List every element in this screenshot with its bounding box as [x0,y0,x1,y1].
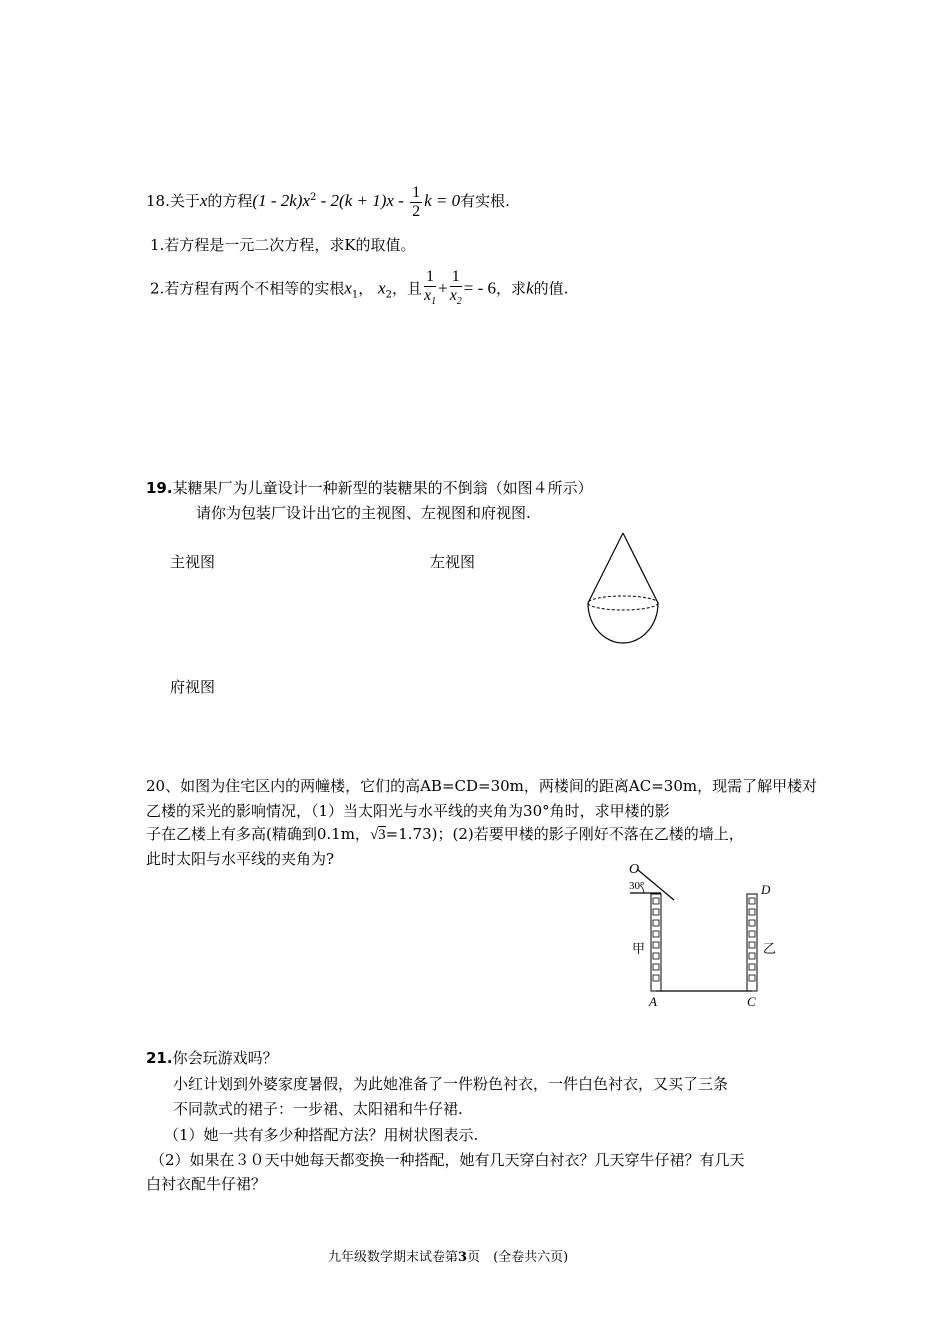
frac-1-over-x2: $\frac{1}{x_2}$ [449,268,462,308]
q18-p2-c: ，求 [496,279,527,298]
q18-prefix: 18.关于 [146,192,200,210]
q21-title [146,1047,278,1068]
front-view-label: 主视图 [170,553,216,571]
q18-part1: 1.若方程是一元二次方程，求K的取值。 [150,236,416,254]
x1-sub: 1 [351,289,359,301]
page-number: 3 [458,1250,468,1265]
eq-rhs: = - 6 [463,278,497,298]
q18-p2-d: 的值. [533,279,569,298]
q18-line [146,180,510,221]
label-D: D [761,882,771,897]
q18-mid: 的方程 [207,192,253,210]
top-view-label: 府视图 [170,678,216,696]
q21-line4: （2）如果在３０天中她每天都变换一种搭配，她有几天穿白衬衣？几天穿牛仔裙？有几天 [150,1151,745,1169]
building-yi [747,894,757,991]
label-A: A [649,994,657,1009]
footer-text-a: 九年级数学期末试卷第 [328,1250,459,1265]
footer-text-b: 页 (全卷共六页) [467,1250,569,1265]
building-jia [651,894,661,991]
q19-line2: 请你为包装厂设计出它的主视图、左视图和府视图. [196,504,531,522]
label-O: O [629,862,640,877]
q20-line4: 此时太阳与水平线的夹角为? [146,850,335,868]
x2-var: x [378,278,386,298]
k-var: k [526,278,534,298]
q18-p2-b: ，且 [391,279,422,298]
q19-number: 19. [146,479,173,497]
q18-eq-b: - 2(k + 1)x - [316,191,409,210]
q21-line3: （1）她一共有多少种搭配方法？用树状图表示. [164,1126,479,1144]
q21-number: 21. [146,1049,173,1067]
q20-line2: 乙楼的采光的影响情况，（1）当太阳光与水平线的夹角为30°角时，求甲楼的影 [146,802,670,820]
label-30: 30° [629,880,645,892]
q20-line3-a: 子在乙楼上有多高(精确到0.1m， [146,825,370,843]
label-C: C [747,994,756,1009]
q19-title-text: 某糖果厂为儿童设计一种新型的装糖果的不倒翁（如图４所示） [172,479,593,497]
q20-line3-b: =1.73)；(2)若要甲楼的影子刚好不落在乙楼的墙上， [385,825,744,843]
x2-sub: 2 [385,289,392,301]
q18-suffix: 有实根. [460,192,510,210]
left-view-label: 左视图 [430,553,476,571]
x1-var: x [344,278,352,298]
comma: ， [358,279,374,298]
q21-line2: 不同款式的裙子：一步裙、太阳裙和牛仔裙. [173,1100,463,1118]
q21-line1: 小红计划到外婆家度暑假，为此她准备了一件粉色衬衣，一件白色衬衣，又买了三条 [173,1075,729,1093]
q18-half-fraction: $\frac{1}{2}$ [412,183,421,220]
label-yi: 乙 [763,942,777,957]
q18-eq-a: (1 - 2k)x [252,191,310,210]
q20-line1: 20、如图为住宅区内的两幢楼，它们的高AB=CD=30m，两楼间的距离AC=30m，现需了解甲楼对 [146,777,818,795]
frac-1-over-x1: $\frac{1}{x_1}$ [423,268,437,308]
q18-p2-a: 2.若方程有两个不相等的实根 [150,279,345,298]
q19-title [146,477,593,498]
q18-var-x: x [199,191,208,210]
q18-sq: 2 [310,192,317,203]
q21-line5: 白衬衣配牛仔裙？ [146,1175,267,1193]
q21-title-text: 你会玩游戏吗？ [172,1049,278,1067]
label-jia: 甲 [632,942,646,957]
page-footer [328,1246,568,1265]
buildings-figure [620,856,790,1016]
sqrt-3: √3 [369,827,386,843]
q18-eq-c: k = 0 [424,191,461,210]
q18-part2: 2.若方程有两个不相等的实根$x_1$， $x_2$，且 $\frac{1}{x_1}$ + $\frac{1}{x_2}$ = - 6，求k的值. [150,268,568,316]
q20-line3 [146,823,744,844]
tumbler-figure [580,530,670,650]
